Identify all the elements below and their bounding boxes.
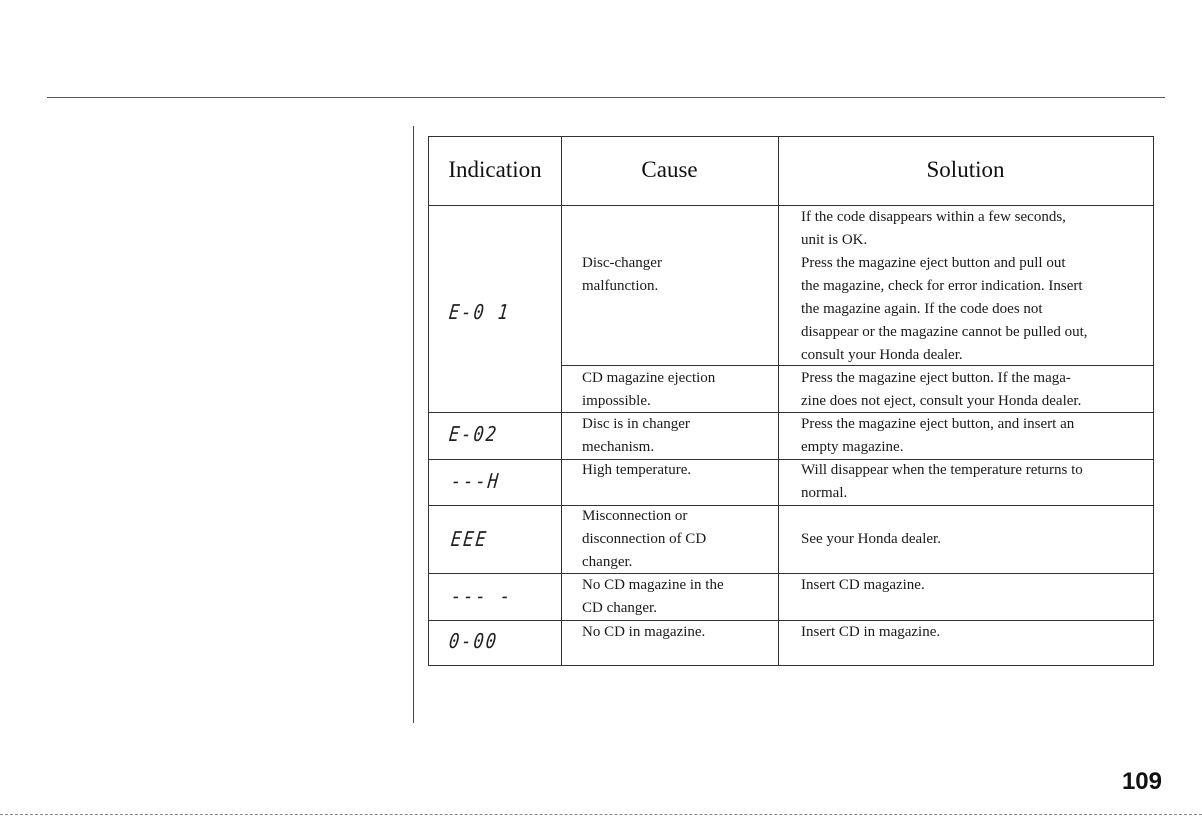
indication-code: ---H: [449, 470, 502, 494]
cause-text: CD magazine ejection impossible.: [582, 370, 716, 409]
indication-code: E-0 1: [447, 301, 512, 325]
solution-text: If the code disappears within a few seconds, unit is OK. Press the magazine eject button and pull out the magazine, check for error indication. Insert the magazine again. If the code does not disappear or the magazine cannot be pulled out, consult your Honda dealer.: [801, 209, 1088, 363]
indication-code: E-02: [447, 423, 500, 447]
solution-text: See your Honda dealer.: [801, 531, 941, 547]
column-divider: [778, 137, 779, 665]
header-indication: Indication: [448, 157, 542, 182]
bottom-rule: [0, 814, 1202, 815]
column-divider: [561, 137, 562, 665]
row-divider: [429, 573, 1153, 574]
header-solution: Solution: [926, 157, 1005, 182]
solution-text: Insert CD magazine.: [801, 577, 925, 593]
solution-text: Insert CD in magazine.: [801, 624, 941, 640]
top-rule: [47, 97, 1165, 98]
indication-code: --- -: [449, 585, 514, 609]
header-cause: Cause: [641, 157, 698, 182]
cause-text: Misconnection or disconnection of CD changer.: [582, 508, 707, 570]
solution-text: Press the magazine eject button. If the maga- zine does not eject, consult your Honda dealer.: [801, 370, 1082, 409]
cause-text: Disc is in changer mechanism.: [582, 416, 690, 455]
cause-text: Disc-changer malfunction.: [582, 255, 662, 294]
solution-text: Press the magazine eject button, and insert an empty magazine.: [801, 416, 1075, 455]
indication-table: [428, 136, 1154, 666]
row-divider: [429, 505, 1153, 506]
cause-text: High temperature.: [582, 462, 692, 478]
side-rule: [413, 126, 414, 723]
cause-text: No CD in magazine.: [582, 624, 706, 640]
solution-text: Will disappear when the temperature returns to normal.: [801, 462, 1083, 501]
cause-text: No CD magazine in the CD changer.: [582, 577, 724, 616]
row-divider: [429, 620, 1153, 621]
indication-code: 0-00: [447, 630, 500, 654]
page-number: 109: [1121, 768, 1162, 795]
indication-code: EEE: [449, 528, 489, 552]
